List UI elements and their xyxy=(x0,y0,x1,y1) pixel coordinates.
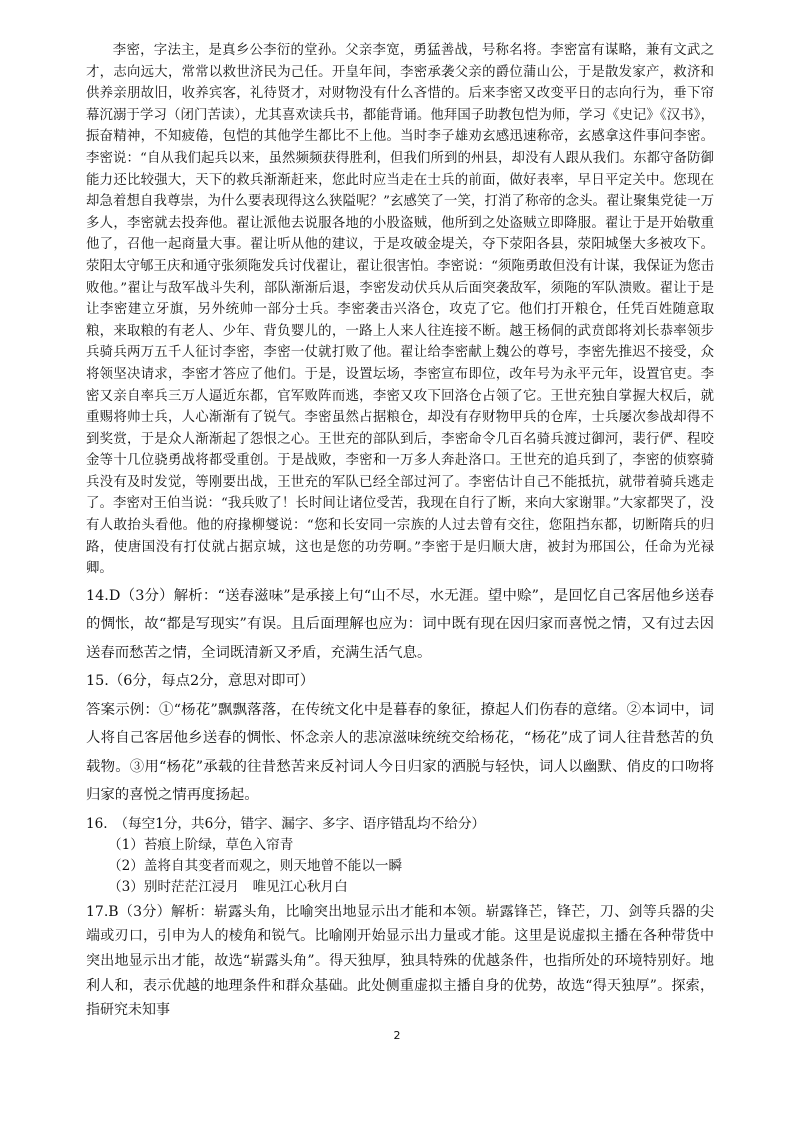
page-number: 2 xyxy=(393,1029,401,1042)
document-page xyxy=(86,40,714,1023)
answer-16-header: 16. （每空1分，共6分，错字、漏字、多字、语序错乱均不给分） xyxy=(86,815,486,832)
answer-16-item: （2）盖将自其变者而观之，则天地曾不能以一瞬 xyxy=(108,857,403,874)
answer-16-item: （3）别时茫茫江浸月 唯见江心秋月白 xyxy=(108,878,348,895)
answer-15-body: 答案示例：①“杨花”飘飘落落，在传统文化中是暮春的象征，撩起人们伤春的意绪。②本词中，词人将自己客居他乡送春的惆怅、怀念亲人的悲凉滋味统统交给杨花，“杨花”成了词人往昔愁苦的负载物。③用“杨花”承载的往昔愁苦来反衬词人今日归家的洒脱与轻快，词人以幽默、俏皮的口吻将归家的喜悦之情再度扬起。 xyxy=(86,701,714,804)
answer-15-header: 15.（6分，每点2分，意思对即可） xyxy=(86,673,315,690)
answer-14: 14.D（3分）解析：“送春滋味”是承接上句“山不尽，水无涯。望中赊”，是回忆自己客居他乡送春的惆怅，故“都是写现实”有误。且后面理解也应为：词中既有现在因归家而喜悦之情，又有过去因送春而愁苦之情，全词既清新又矛盾，充满生活气息。 xyxy=(86,587,714,661)
translation-paragraph: 李密，字法主，是真乡公李衍的堂孙。父亲李宽，勇猛善战，号称名将。李密富有谋略，兼有文武之才，志向远大，常常以救世济民为己任。开皇年间，李密承袭父亲的爵位蒲山公，于是散发家产，救济和供养亲朋故旧，收养宾客，礼待贤才，对财物没有什么吝惜的。后来李密又改变平日的志向行为，垂下帘幕沉溺于学习（闭门苦读），尤其喜欢读兵书，都能背诵。他拜国子助教包恺为师，学习《史记》《汉书》，振奋精神，不知疲倦，包恺的其他学生都比不上他。当时李子雄劝玄感迅速称帝，玄感拿这件事问李密。李密说：“自从我们起兵以来，虽然频频获得胜利，但我们所到的州县，却没有人跟从我们。东都守备防御能力还比较强大，天下的救兵渐渐赶来，您此时应当走在士兵的前面，做好表率，早日平定关中。您现在却急着想自我尊崇，为什么要表现得这么狭隘呢？”玄感笑了一笑，打消了称帝的念头。翟让聚集党徒一万多人，李密就去投奔他。翟让派他去说服各地的小股盗贼，他所到之处盗贼立即降服。翟让于是开始敬重他了，召他一起商量大事。翟让听从他的建议，于是攻破金堤关，夺下荥阳各县，荥阳城堡大多被攻下。荥阳太守郇王庆和通守张须陁发兵讨伐翟让，翟让很害怕。李密说：“须陁勇敢但没有计谋，我保证为您击败他。”翟让与敌军战斗失利，部队渐渐后退，李密发动伏兵从后面突袭敌军，须陁的军队溃败。翟让于是让李密建立牙旗，另外统帅一部分士兵。李密袭击兴洛仓，攻克了它。他们打开粮仓，任凭百姓随意取粮，来取粮的有老人、少年、背负婴儿的，一路上人来人往连接不断。越王杨侗的武贲郎将刘长恭率领步兵骑兵两万五千人征讨李密，李密一仗就打败了他。翟让给李密献上魏公的尊号，李密先推迟不接受，众将领坚决请求，李密才答应了他们。于是，设置坛场，李密宣布即位，改年号为永平元年，设置官吏。李密又亲自率兵三万人逼近东都，官军败阵而逃，李密又攻下回洛仓占领了它。王世充独自掌握大权后，就重赐将帅士兵，人心渐渐有了锐气。李密虽然占据粮仓，却没有存财物甲兵的仓库，士兵屡次参战却得不到奖赏，于是众人渐渐起了怨恨之心。王世充的部队到后，李密命令几百名骑兵渡过御河，裴行俨、程咬金等十几位骁勇战将都受重创。于是战败，李密和一万多人奔赴洛口。王世充的追兵到了，李密的侦察骑兵没有及时发觉，等刚要出战，王世充的军队已经全部过河了。李密估计自己不能抵抗，就带着骑兵逃走了。李密对王伯当说：“我兵败了！长时间让诸位受苦，我现在自行了断，来向大家谢罪。”大家都哭了，没有人敢抬头看他。他的府掾柳燮说：“您和长安同一宗族的人过去曾有交往，您阻挡东都，切断隋兵的归路，使唐国没有打仗就占据京城，这也是您的功劳啊。”李密于是归顺大唐，被封为邢国公，任命为光禄卿。 xyxy=(86,43,714,577)
answer-16-item: （1）苔痕上阶绿，草色入帘青 xyxy=(108,836,294,853)
answer-17: 17.B（3分）解析：崭露头角，比喻突出地显示出才能和本领。崭露锋芒，锋芒，刀、剑等兵器的尖端或刃口，引申为人的棱角和锐气。比喻刚开始显示出力量或才能。这里是说虚拟主播在各种带货中突出地显示出才能，故选“崭露头角”。得天独厚，独具特殊的优越条件，也指所处的环境特别好。地利人和，表示优越的地理条件和群众基础。此处侧重虚拟主播自身的优势，故选“得天独厚”。探索，指研究未知事 xyxy=(86,903,714,1019)
